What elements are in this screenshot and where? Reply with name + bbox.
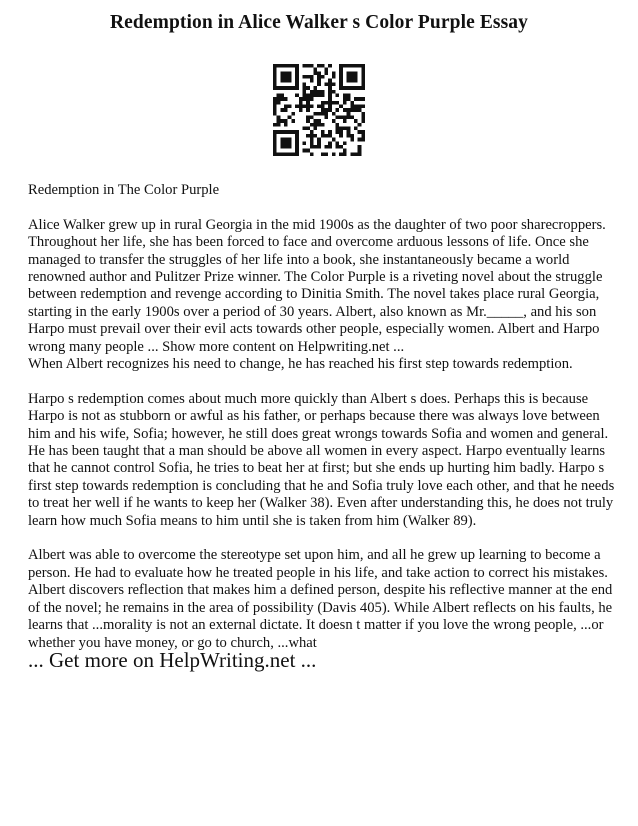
paragraph-2: When Albert recognizes his need to change, he has reached his first step towards redemption. bbox=[28, 356, 573, 373]
paragraph-3: Harpo s redemption comes about much more quickly than Albert s does. Perhaps this is because Harpo is not as stubborn or awful as his father, or perhaps because there was always love between him and his wife, Sofia; however, he still does great wrongs towards Sofia and women and general. He has been taught that a man should be above all women in every aspect. Harpo eventually learns that he cannot control Sofia, he tries to beat her at first; but she ends up hurting him badly. Harpo s first step towards redemption is concluding that he and Sofia truly love each other, and that he needs to treat her well if he wants to keep her (Walker 38). Even after understanding this, he does not truly learn how much Sofia means to him until she is taken from him (Walker 89). bbox=[28, 390, 615, 529]
get-more-link[interactable]: ... Get more on HelpWriting.net ... bbox=[28, 648, 317, 672]
essay-subtitle: Redemption in The Color Purple bbox=[28, 182, 220, 198]
page-title: Redemption in Alice Walker s Color Purple Essay bbox=[109, 12, 529, 33]
essay-body bbox=[28, 182, 620, 669]
paragraph-4: Albert was able to overcome the stereotype set upon him, and all he grew up learning to become a person. He had to evaluate how he treated people in his life, and take action to correct his mistakes. Albert discovers reflection that makes him a defined person, despite his reflective manner at the end of the novel; he remains in the area of possibility (Davis 405). While Albert reflects on his faults, he learns that ...morality is not an external dictate. It doesn t matter if you love the wrong people, ...or whether you have money, or go to church, ...what bbox=[28, 547, 613, 651]
paragraph-1: Alice Walker grew up in rural Georgia in the mid 1900s as the daughter of two poor sharecroppers. Throughout her life, she has been forced to face and overcome arduous lessons of life. Once she managed to transfer the struggles of her life into a book, she instantaneously became a world renowned author and Pulitzer Prize winner. The Color Purple is a riveting novel about the struggle between redemption and revenge according to Dinitia Smith. The novel takes place rural Georgia, starting in the early 1900s over a period of 30 years. Albert, also known as Mr._____, and his son Harpo must prevail over their evil acts towards other people, especially women. Albert and Harpo wrong many people ... Show more content on Helpwriting.net ... bbox=[28, 216, 606, 355]
qr-code-icon bbox=[273, 64, 365, 156]
